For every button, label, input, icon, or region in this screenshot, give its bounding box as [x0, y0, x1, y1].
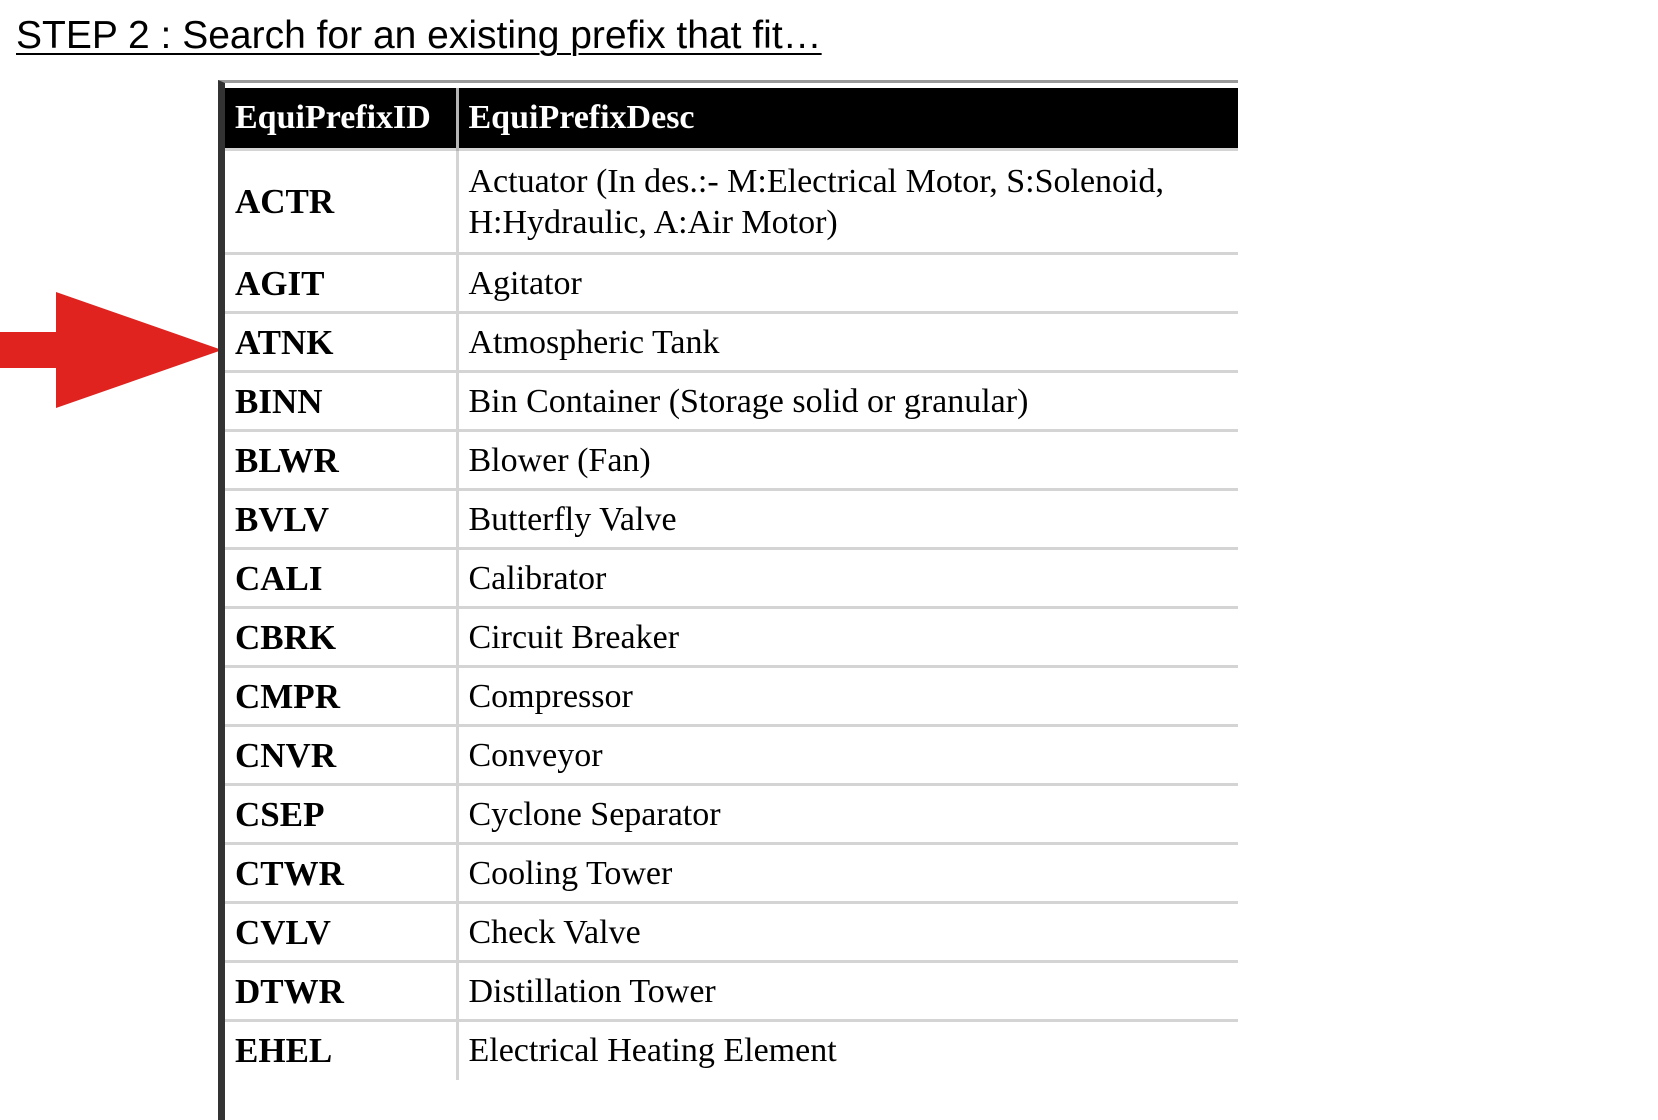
- prefix-id-cell: CSEP: [225, 785, 457, 844]
- table-row: [225, 962, 1238, 1021]
- prefix-id-cell: CTWR: [225, 844, 457, 903]
- table-row: [225, 372, 1238, 431]
- table-header-row: [225, 88, 1238, 150]
- table-row: [225, 254, 1238, 313]
- table-row: [225, 150, 1238, 254]
- prefix-table: [225, 88, 1238, 1080]
- prefix-id-cell: EHEL: [225, 1021, 457, 1080]
- table-row: [225, 726, 1238, 785]
- table-row: [225, 1021, 1238, 1080]
- prefix-id-cell: CNVR: [225, 726, 457, 785]
- prefix-id-cell: CMPR: [225, 667, 457, 726]
- prefix-id-cell: BLWR: [225, 431, 457, 490]
- table-row: [225, 844, 1238, 903]
- prefix-desc-cell: Butterfly Valve: [457, 490, 1238, 549]
- prefix-desc-cell: Cyclone Separator: [457, 785, 1238, 844]
- table-row: [225, 608, 1238, 667]
- prefix-desc-cell: Agitator: [457, 254, 1238, 313]
- prefix-id-cell: CBRK: [225, 608, 457, 667]
- prefix-desc-cell: Check Valve: [457, 903, 1238, 962]
- table-row: [225, 667, 1238, 726]
- prefix-desc-cell: Atmospheric Tank: [457, 313, 1238, 372]
- prefix-table-container: [218, 80, 1238, 1120]
- prefix-desc-cell: Circuit Breaker: [457, 608, 1238, 667]
- prefix-desc-cell: Electrical Heating Element: [457, 1021, 1238, 1080]
- prefix-desc-line-1: Actuator (In des.:- M:Electrical Motor, S:Solenoid,: [468, 162, 1164, 200]
- column-header-desc: EquiPrefixDesc: [457, 88, 1238, 150]
- prefix-desc-cell: Bin Container (Storage solid or granular): [457, 372, 1238, 431]
- prefix-id-cell: ATNK: [225, 313, 457, 372]
- prefix-id-cell: AGIT: [225, 254, 457, 313]
- table-row: [225, 549, 1238, 608]
- prefix-id-cell: CALI: [225, 549, 457, 608]
- arrow-right-icon: [0, 292, 222, 408]
- table-row: [225, 903, 1238, 962]
- prefix-desc-cell: Blower (Fan): [457, 431, 1238, 490]
- column-header-id: EquiPrefixID: [225, 88, 457, 150]
- prefix-id-cell: BINN: [225, 372, 457, 431]
- prefix-id-cell: BVLV: [225, 490, 457, 549]
- prefix-desc-line-2: H:Hydraulic, A:Air Motor): [468, 203, 838, 241]
- step-heading: STEP 2 : Search for an existing prefix that fit…: [16, 14, 822, 57]
- prefix-desc-cell: [457, 150, 1238, 254]
- prefix-id-cell: ACTR: [225, 150, 457, 254]
- prefix-desc-cell: Calibrator: [457, 549, 1238, 608]
- prefix-desc-cell: Cooling Tower: [457, 844, 1238, 903]
- table-row-highlighted: [225, 313, 1238, 372]
- table-row: [225, 785, 1238, 844]
- table-row: [225, 431, 1238, 490]
- prefix-id-cell: DTWR: [225, 962, 457, 1021]
- prefix-desc-cell: Compressor: [457, 667, 1238, 726]
- prefix-id-cell: CVLV: [225, 903, 457, 962]
- prefix-desc-cell: Conveyor: [457, 726, 1238, 785]
- prefix-desc-cell: Distillation Tower: [457, 962, 1238, 1021]
- table-row: [225, 490, 1238, 549]
